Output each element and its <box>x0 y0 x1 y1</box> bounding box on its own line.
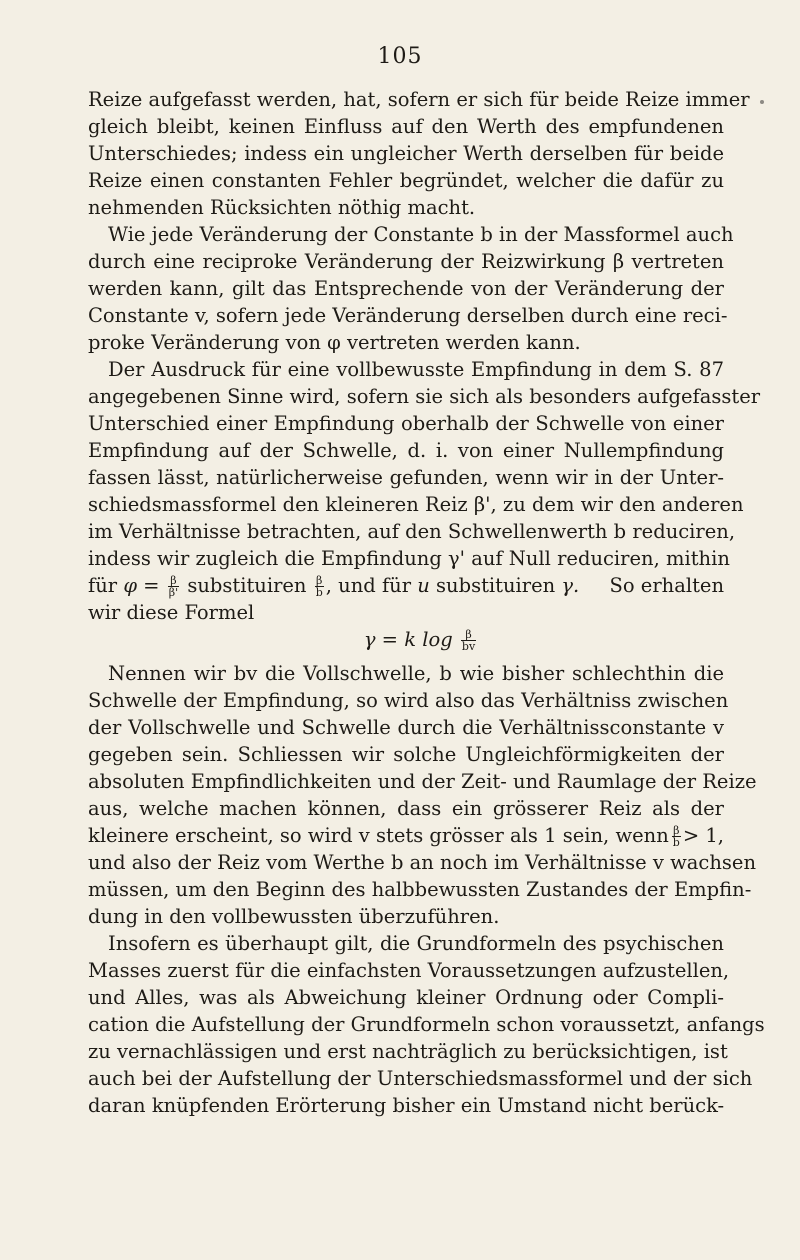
text-line: daran knüpfenden Erörterung bisher ein Umstand nicht berück- <box>88 1094 725 1117</box>
text-line: Schwelle der Empfindung, so wird also das Verhältniss zwischen <box>88 689 729 712</box>
text-line: Reize aufgefasst werden, hat, sofern er sich für beide Reize immer <box>88 88 750 111</box>
text-line: cation die Aufstellung der Grundformeln schon voraussetzt, anfangs <box>88 1013 765 1036</box>
text-line: werden kann, gilt das Entsprechende von der Veränderung der <box>88 277 724 300</box>
text-line: Unterschied einer Empfindung oberhalb der Schwelle von einer <box>88 412 724 435</box>
text-line: absoluten Empfindlichkeiten und der Zeit- und Raumlage der Reize <box>88 770 757 793</box>
text-line: Reize einen constanten Fehler begründet, welcher die dafür zu <box>88 169 724 192</box>
text-line: zu vernachlässigen und erst nachträglich zu berücksichtigen, ist <box>88 1040 728 1063</box>
fraction-denominator: bv <box>461 640 476 653</box>
text-line: durch eine reciproke Veränderung der Reizwirkung β vertreten <box>88 250 724 273</box>
fraction-denominator: b <box>672 836 680 849</box>
text-line: müssen, um den Beginn des halbbewussten Zustandes der Empfin- <box>88 878 752 901</box>
text-line: Masses zuerst für die einfachsten Voraussetzungen aufzustellen, <box>88 959 730 982</box>
page-number: 105 <box>377 44 423 69</box>
text-line: proke Veränderung von φ vertreten werden kann. <box>88 331 581 354</box>
math-fragment: φ = <box>123 574 160 597</box>
text-line: Unterschiedes; indess ein ungleicher Werth derselben für beide <box>88 142 724 165</box>
text-line: Wie jede Veränderung der Constante b in der Massformel auch <box>108 223 734 246</box>
fraction-numerator: β <box>673 824 680 837</box>
text-line: wir diese Formel <box>88 601 255 624</box>
text-line: Der Ausdruck für eine vollbewusste Empfindung in dem S. 87 <box>108 358 724 381</box>
fraction-numerator: β <box>316 574 323 587</box>
text-fragment: substituiren <box>436 574 556 597</box>
text-line: dung in den vollbewussten überzuführen. <box>88 905 500 928</box>
fraction-beta-over-b <box>672 825 681 848</box>
text-line: und also der Reiz vom Werthe b an noch im Verhältnisse v wachsen <box>88 851 757 874</box>
text-fragment: , und für <box>325 574 412 597</box>
page-body <box>88 86 765 1119</box>
text-line: Empfindung auf der Schwelle, d. i. von einer Nullempfindung <box>88 439 724 462</box>
text-line: angegebenen Sinne wird, sofern sie sich als besonders aufgefasster <box>88 385 761 408</box>
text-line: der Vollschwelle und Schwelle durch die Verhältnissconstante v <box>88 716 724 739</box>
fraction-denominator: b <box>315 586 323 599</box>
math-fragment: u <box>417 574 430 597</box>
text-line: schiedsmassformel den kleineren Reiz β', zu dem wir den anderen <box>88 493 744 516</box>
text-line: auch bei der Aufstellung der Unterschiedsmassformel und der sich <box>88 1067 753 1090</box>
fraction-beta-over-beta-prime <box>168 575 179 598</box>
paper-speck <box>760 100 764 104</box>
fraction-denominator: β' <box>168 586 179 599</box>
math-fragment: γ. <box>561 574 580 597</box>
text-line: Constante v, sofern jede Veränderung derselben durch eine reci- <box>88 304 728 327</box>
text-line: gegeben sein. Schliessen wir solche Ungleichförmigkeiten der <box>88 743 724 766</box>
formula-lhs: γ = k log <box>363 628 453 651</box>
fraction-numerator: β <box>461 629 476 641</box>
fraction-beta-over-bv <box>461 629 476 652</box>
text-line: im Verhältnisse betrachten, auf den Schwellenwerth b reduciren, <box>88 520 736 543</box>
text-line: nehmenden Rücksichten nöthig macht. <box>88 196 476 219</box>
text-line: aus, welche machen können, dass ein grösserer Reiz als der <box>88 797 724 820</box>
text-line: indess wir zugleich die Empfindung γ' auf Null reduciren, mithin <box>88 547 730 570</box>
text-fragment: kleinere erscheint, so wird v stets grösser als 1 sein, wenn <box>88 824 669 847</box>
inline-formula-line <box>88 822 724 849</box>
text-fragment: So erhalten <box>609 574 724 597</box>
text-line: und Alles, was als Abweichung kleiner Ordnung oder Compli- <box>88 986 724 1009</box>
text-fragment: substituiren <box>187 574 307 597</box>
text-line: Insofern es überhaupt gilt, die Grundformeln des psychischen <box>108 932 724 955</box>
fraction-beta-over-b <box>315 575 324 598</box>
display-formula <box>88 626 724 660</box>
inline-formula-line <box>88 572 724 599</box>
text-fragment: > 1, <box>682 824 724 847</box>
text-line: fassen lässt, natürlicherweise gefunden, wenn wir in der Unter- <box>88 466 724 489</box>
text-fragment: für <box>88 574 118 597</box>
fraction-numerator: β <box>168 575 179 587</box>
text-line: gleich bleibt, keinen Einfluss auf den Werth des empfundenen <box>88 115 724 138</box>
text-line: Nennen wir bv die Vollschwelle, b wie bisher schlechthin die <box>108 662 724 685</box>
